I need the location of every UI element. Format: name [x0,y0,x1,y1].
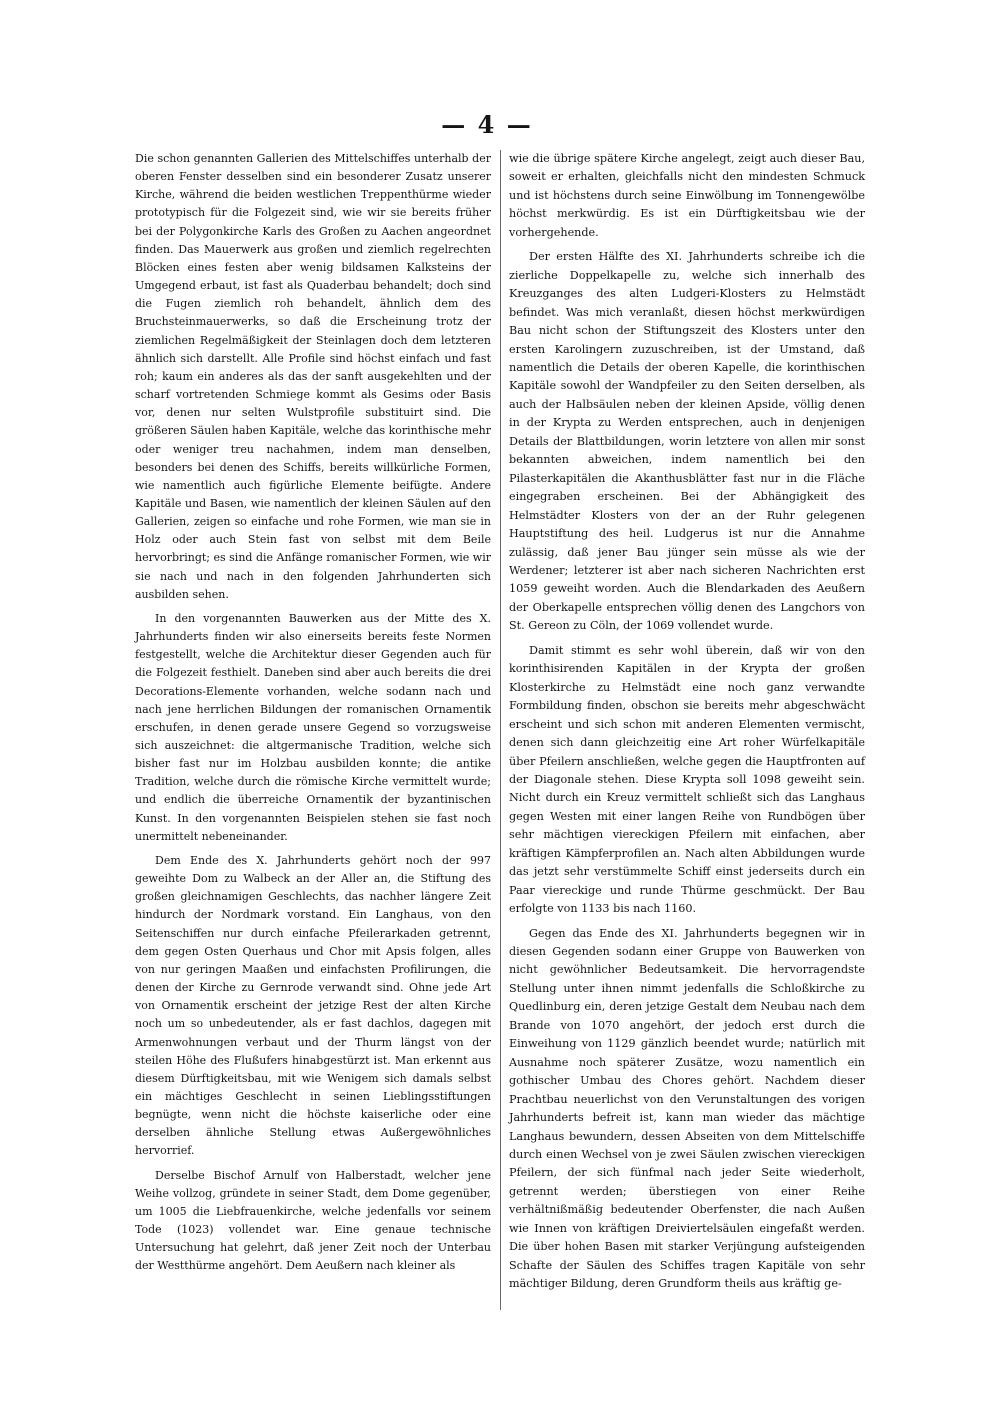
paragraph: Dem Ende des X. Jahrhunderts gehört noch der 997 geweihte Dom zu Walbeck an der Aller an, die Stiftung des großen gleichnamigen Geschlechts, das nachher längere Zeit hindurch der Nordmark vorstand. Ein Langhaus, von den Seitenschiffen nur durch einfache Pfeilerarkaden getrennt, dem gegen Osten Querhaus und Chor mit Apsis folgen, alles von nur geringen Maaßen und einfachsten Profilirungen, die denen der Kirche zu Gernrode verwandt sind. Ohne jede Art von Ornamentik erscheint der jetzige Rest der alten Kirche noch um so unbedeutender, als er fast dachlos, dagegen mit Armenwohnungen verbaut und der Thurm längst von der steilen Höhe des Flußufers hinabgestürzt ist. Man erkennt aus diesem Dürftigkeitsbau, mit wie Wenigem sich damals selbst ein mächtiges Geschlecht in seinen Lieblingsstiftungen begnügte, wenn nicht die höchste kaiserliche oder eine derselben ähnliche Stellung etwas Außergewöhnliches hervorrief. [135,853,491,1158]
right-text-column [509,150,865,1294]
paragraph: Gegen das Ende des XI. Jahrhunderts begegnen wir in diesen Gegenden sodann einer Gruppe von Bauwerken von nicht gewöhnlicher Bedeutsamkeit. Die hervorragendste Stellung unter ihnen nimmt jedenfalls die Schloßkirche zu Quedlinburg ein, deren jetzige Gestalt dem Neubau nach dem Brande von 1070 angehört, der jedoch erst durch die Einweihung von 1129 gänzlich beendet wurde; natürlich mit Ausnahme noch späterer Zusätze, wozu namentlich ein gothischer Umbau des Chores gehört. Nachdem dieser Prachtbau neuerlichst von den Verunstaltungen des vorigen Jahrhunderts befreit ist, kann man wieder das mächtige Langhaus bewundern, dessen Abseiten von dem Mittelschiffe durch einen Wechsel von je zwei Säulen zwischen viereckigen Pfeilern, der sich fünfmal nach jeder Seite wiederholt, getrennt werden; überstiegen von einer Reihe verhältnißmäßig bedeutender Oberfenster, die nach Außen wie Innen von kräftigen Dreiviertelsäulen eingefaßt werden. Die über hohen Basen mit starker Verjüngung aufsteigenden Schafte der Säulen des Schiffes tragen Kapitäle von sehr mächtiger Bildung, deren Grundform theils aus kräftig ge- [509,926,865,1291]
paragraph: Derselbe Bischof Arnulf von Halberstadt, welcher jene Weihe vollzog, gründete in seiner Stadt, dem Dome gegenüber, um 1005 die Liebfrauenkirche, welche jedenfalls vor seinem Tode (1023) vollendet war. Eine genaue technische Untersuchung hat gelehrt, daß jener Zeit noch der Unterbau der Westthürme angehört. Dem Aeußern nach kleiner als [135,1168,491,1273]
paragraph: Die schon genannten Gallerien des Mittelschiffes unterhalb der oberen Fenster desselben sind ein besonderer Zusatz unserer Kirche, während die beiden westlichen Treppenthürme wieder prototypisch für die Folgezeit sind, wie wir sie bereits früher bei der Polygonkirche Karls des Großen zu Aachen angeordnet finden. Das Mauerwerk aus großen und ziemlich regelrechten Blöcken eines festen aber wenig bildsamen Kalksteins der Umgegend erbaut, ist fast als Quaderbau behandelt; doch sind die Fugen ziemlich roh behandelt, ähnlich dem des Bruchsteinmauerwerks, so daß die Erscheinung trotz der ziemlichen Regelmäßigkeit der Steinlagen doch dem letzteren ähnlich sich darstellt. Alle Profile sind höchst einfach und fast roh; kaum ein anderes als das der sanft ausgekehlten und der scharf vortretenden Schmiege kommt als Gesims oder Basis vor, denen nur selten Wulstprofile substituirt sind. Die größeren Säulen haben Kapitäle, welche das korinthische mehr oder weniger treu nachahmen, indem man denselben, besonders bei denen des Schiffs, bereits willkürliche Formen, wie namentlich auch figürliche Elemente beifügte. Andere Kapitäle und Basen, wie namentlich der kleinen Säulen auf den Gallerien, zeigen so einfache und rohe Formen, wie man sie in Holz oder auch Stein fast von selbst mit dem Beile hervorbringt; es sind die Anfänge romanischer Formen, wie wir sie nach und nach in den folgenden Jahrhunderten sich ausbilden sehen. [135,152,491,601]
paragraph: wie die übrige spätere Kirche angelegt, zeigt auch dieser Bau, soweit er erhalten, gleichfalls nicht den mindesten Schmuck und ist höchstens durch seine Einwölbung im Tonnengewölbe höchst merkwürdig. Es ist ein Dürftigkeitsbau wie der vorhergehende. [509,152,865,239]
column-divider [500,150,501,1310]
left-text-column [135,150,491,1276]
paragraph: Damit stimmt es sehr wohl überein, daß wir von den korinthisirenden Kapitälen in der Krypta der großen Klosterkirche zu Helmstädt eine noch ganz verwandte Formbildung finden, obschon sie bereits mehr abgeschwächt erscheint und sich schon mit anderen Elementen vermischt, denen sich dann gleichzeitig eine Art roher Würfelkapitäle über Pfeilern anschließen, welche gegen die Hauptfronten auf der Diagonale stehen. Diese Krypta soll 1098 geweiht sein. Nicht durch ein Kreuz vermittelt schließt sich das Langhaus gegen Westen mit einer langen Reihe von Rundbögen über sehr mächtigen viereckigen Pfeilern mit einfachen, aber kräftigen Kämpferprofilen an. Nach alten Abbildungen wurde das jetzt sehr verstümmelte Schiff einst jederseits durch ein Paar viereckige und runde Thürme geschmückt. Der Bau erfolgte von 1133 bis nach 1160. [509,643,865,916]
paragraph: Der ersten Hälfte des XI. Jahrhunderts schreibe ich die zierliche Doppelkapelle zu, welche sich innerhalb des Kreuzganges des alten Ludgeri-Klosters zu Helmstädt befindet. Was mich veranlaßt, diesen höchst merkwürdigen Bau nicht schon der Stiftungszeit des Klosters unter den ersten Karolingern zuzuschreiben, ist der Umstand, daß namentlich die Details der oberen Kapelle, die korinthischen Kapitäle sowohl der Wandpfeiler zu den Seiten derselben, als auch der Halbsäulen neben der kleinen Apside, völlig denen in der Krypta zu Werden entsprechen, auch in denjenigen Details der Blattbildungen, worin letztere von allen mir sonst bekannten abweichen, indem namentlich bei den Pilasterkapitälen die Akanthusblätter fast nur in die Fläche eingegraben erscheinen. Bei der Abhängigkeit des Helmstädter Klosters von der an der Ruhr gelegenen Hauptstiftung des heil. Ludgerus ist nur die Annahme zulässig, daß jener Bau jünger sein müsse als wie der Werdener; letzterer ist aber nach sicheren Nachrichten erst 1059 geweiht worden. Auch die Blendarkaden des Aeußern der Oberkapelle entsprechen völlig denen des Langchors von St. Gereon zu Cöln, der 1069 vollendet wurde. [509,250,865,633]
page-number: — 4 — [441,110,533,139]
paragraph: In den vorgenannten Bauwerken aus der Mitte des X. Jahrhunderts finden wir also einerseits bereits feste Normen festgestellt, welche die Architektur dieser Gegenden auch für die Folgezeit festhielt. Daneben sind aber auch bereits die drei Decorations-Elemente vorhanden, welche sodann nach und nach jene herrlichen Bildungen der romanischen Ornamentik erschufen, in denen gerade unsere Gegend so vorzugsweise sich auszeichnet: die altgermanische Tradition, welche sich bisher fast nur im Holzbau ausbilden konnte; die antike Tradition, welche durch die römische Kirche vermittelt wurde; und endlich die überreiche Ornamentik der byzantinischen Kunst. In den vorgenannten Beispielen stehen sie fast noch unermittelt nebeneinander. [135,611,491,843]
